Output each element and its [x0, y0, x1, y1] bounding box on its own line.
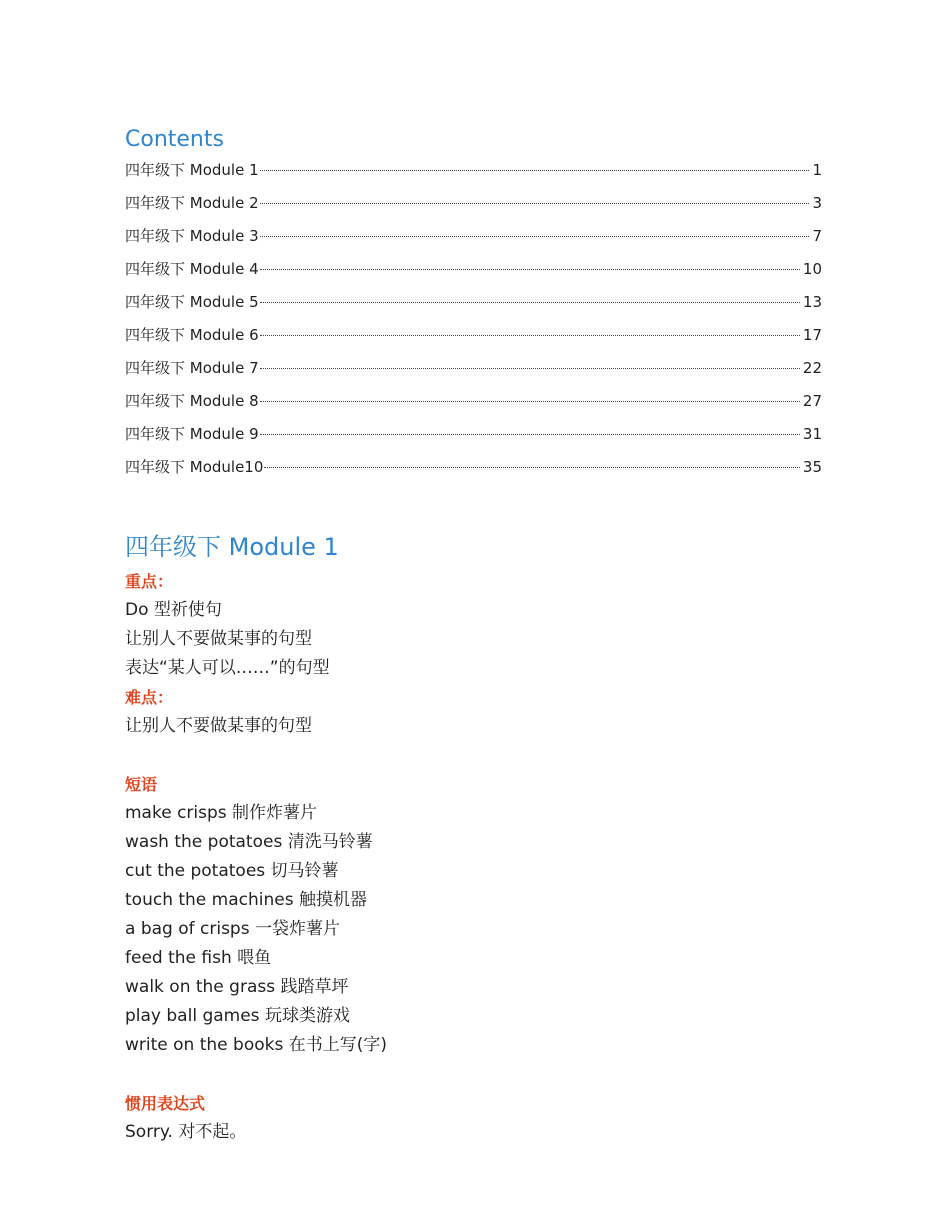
key-point-item: 让别人不要做某事的句型 — [125, 629, 312, 649]
toc-entry-label: 四年级下 Module 6 — [125, 326, 259, 344]
key-points-section — [125, 567, 822, 741]
toc-entry[interactable] — [125, 322, 822, 355]
toc-entry-page: 10 — [802, 260, 822, 278]
phrases-section — [125, 770, 822, 1060]
toc-entry[interactable] — [125, 454, 822, 487]
expressions-heading: 惯用表达式 — [125, 1094, 206, 1113]
toc-leader-dots — [260, 203, 810, 204]
toc-entry-page: 35 — [802, 458, 822, 476]
toc-leader-dots — [260, 170, 810, 171]
toc-entry-page: 3 — [812, 194, 822, 212]
toc-entry-label: 四年级下 Module 7 — [125, 359, 259, 377]
toc-entry-page: 13 — [802, 293, 822, 311]
toc-leader-dots — [260, 434, 800, 435]
toc-entry-page: 27 — [802, 392, 822, 410]
toc-entry-page: 31 — [802, 425, 822, 443]
phrase-item: make crisps 制作炸薯片 — [125, 803, 318, 823]
toc-entry[interactable] — [125, 355, 822, 388]
phrase-item: walk on the grass 践踏草坪 — [125, 977, 349, 997]
toc-leader-dots — [260, 368, 800, 369]
toc-entry[interactable] — [125, 223, 822, 256]
toc-entry-label: 四年级下 Module 2 — [125, 194, 259, 212]
toc-entry[interactable] — [125, 421, 822, 454]
key-point-item: Do 型祈使句 — [125, 600, 222, 620]
difficult-point-item: 让别人不要做某事的句型 — [125, 716, 312, 736]
phrase-item: a bag of crisps 一袋炸薯片 — [125, 919, 340, 939]
toc-entry[interactable] — [125, 256, 822, 289]
toc-entry-label: 四年级下 Module 1 — [125, 161, 259, 179]
toc-entry-label: 四年级下 Module 5 — [125, 293, 259, 311]
key-point-item: 表达“某人可以……”的句型 — [125, 658, 330, 678]
toc-leader-dots — [260, 335, 800, 336]
toc-entry-page: 22 — [802, 359, 822, 377]
phrase-item: write on the books 在书上写(字) — [125, 1035, 387, 1055]
phrase-item: wash the potatoes 清洗马铃薯 — [125, 832, 373, 852]
toc-title: Contents — [125, 127, 224, 152]
expressions-section — [125, 1089, 822, 1147]
toc-entry-label: 四年级下 Module10 — [125, 458, 264, 476]
difficult-points-heading: 难点： — [125, 688, 174, 707]
toc-entry-label: 四年级下 Module 9 — [125, 425, 259, 443]
toc-entry-label: 四年级下 Module 8 — [125, 392, 259, 410]
toc-list — [125, 157, 822, 487]
toc-leader-dots — [260, 269, 800, 270]
toc-leader-dots — [260, 401, 800, 402]
toc-entry[interactable] — [125, 157, 822, 190]
toc-entry[interactable] — [125, 388, 822, 421]
toc-leader-dots — [264, 467, 800, 468]
phrases-heading: 短语 — [125, 775, 158, 794]
toc-entry[interactable] — [125, 289, 822, 322]
module-heading: 四年级下 Module 1 — [125, 533, 339, 561]
toc-entry-page: 17 — [802, 326, 822, 344]
toc-entry-label: 四年级下 Module 4 — [125, 260, 259, 278]
toc-entry-page: 7 — [812, 227, 822, 245]
toc-entry-label: 四年级下 Module 3 — [125, 227, 259, 245]
phrase-item: touch the machines 触摸机器 — [125, 890, 367, 910]
phrase-item: play ball games 玩球类游戏 — [125, 1006, 350, 1026]
expression-item: Sorry. 对不起。 — [125, 1122, 247, 1142]
phrase-item: cut the potatoes 切马铃薯 — [125, 861, 339, 881]
key-points-heading: 重点： — [125, 572, 174, 591]
phrase-item: feed the fish 喂鱼 — [125, 948, 272, 968]
toc-entry[interactable] — [125, 190, 822, 223]
toc-leader-dots — [260, 302, 800, 303]
toc-entry-page: 1 — [812, 161, 822, 179]
toc-leader-dots — [260, 236, 810, 237]
